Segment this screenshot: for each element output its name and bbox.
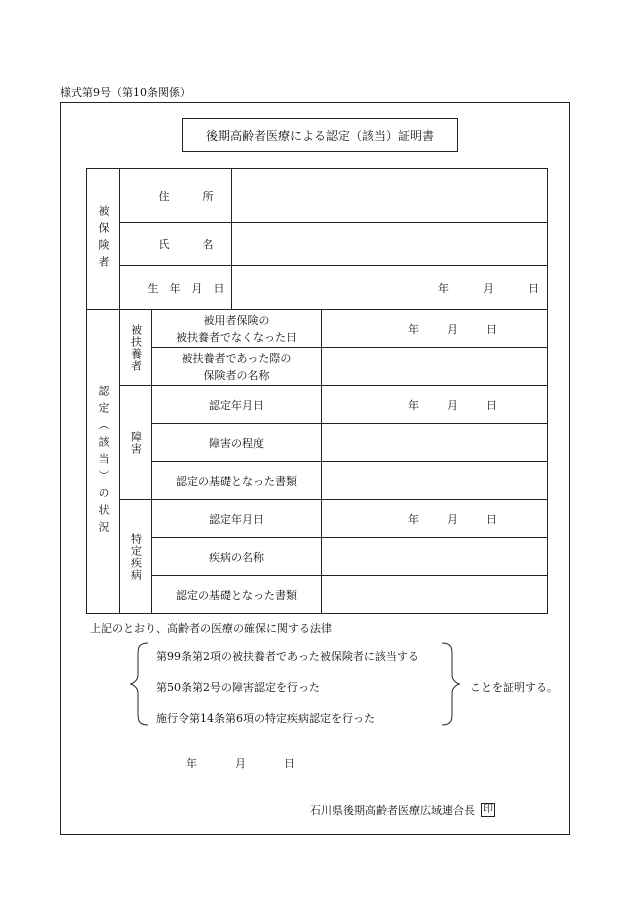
disability-cert-date-field[interactable] [322,386,548,424]
birth-day: 日 [528,281,539,295]
loss-date-label-line2: 被扶養者でなくなった日 [176,330,297,344]
disease-month: 月 [447,512,458,526]
issue-month: 月 [235,757,246,770]
loss-year: 年 [408,322,419,336]
disease-cert-date-label: 認定年月日 [152,500,322,538]
loss-date-label-line1: 被用者保険の [203,313,270,327]
loss-date-label-cell [152,310,322,348]
disease-docs-label: 認定の基礎となった書類 [152,576,322,614]
issue-date[interactable] [186,755,295,771]
disability-docs-field[interactable] [322,462,548,500]
dependent-header: 被扶養者 [129,323,143,372]
option-dependent[interactable]: 第99条第2項の被扶養者であった被保険者に該当する [156,650,419,663]
disease-name-label: 疾病の名称 [152,538,322,576]
disease-header-cell [120,500,152,614]
insurer-name-label-cell [152,348,322,386]
loss-date-field[interactable] [322,310,548,348]
status-header: 認定（該当）の状況 [97,385,110,538]
disability-day: 日 [486,398,497,412]
issue-year: 年 [186,757,197,770]
disease-name-field[interactable] [322,538,548,576]
disease-header: 特定疾病 [129,532,143,581]
birth-label: 生 年 月 日 [147,281,225,295]
dependent-header-cell [120,310,152,386]
disability-header-cell [120,386,152,500]
disability-degree-field[interactable] [322,424,548,462]
insured-header-cell [87,169,120,310]
name-field[interactable] [232,223,548,266]
disability-year: 年 [408,398,419,412]
disease-year: 年 [408,512,419,526]
disability-degree-label: 障害の程度 [152,424,322,462]
name-label-cell [120,223,232,266]
insurer-name-label-line2: 保険者の名称 [203,368,270,382]
form-title: 後期高齢者医療による認定（該当）証明書 [182,118,458,152]
address-label-cell [120,169,232,223]
disability-docs-label: 認定の基礎となった書類 [152,462,322,500]
birth-label-cell [120,266,232,310]
loss-day: 日 [486,322,497,336]
address-label: 住 所 [158,189,214,203]
statement-trailing: ことを証明する。 [470,681,558,694]
form-number-label: 様式第9号（第10条関係） [60,86,191,99]
disability-cert-date-label: 認定年月日 [152,386,322,424]
name-label: 氏 名 [158,238,214,251]
issue-day: 日 [284,757,295,770]
birth-date-field[interactable] [232,266,548,310]
certificate-table [86,168,548,614]
signer-name: 石川県後期高齢者医療広域連合長 [310,804,475,817]
insurer-name-label-line1: 被扶養者であった際の [181,351,292,365]
option-disability[interactable]: 第50条第2号の障害認定を行った [156,681,320,694]
signer-block [310,802,495,818]
address-field[interactable] [232,169,548,223]
birth-month: 月 [483,281,494,295]
option-disease[interactable]: 施行令第14条第6項の特定疾病認定を行った [156,712,375,725]
loss-month: 月 [447,322,458,336]
seal-mark: 印 [483,804,493,815]
insured-header: 被保険者 [97,205,110,273]
disability-header: 障害 [129,430,143,455]
birth-year: 年 [438,281,449,295]
statement-intro: 上記のとおり、高齢者の医療の確保に関する法律 [90,622,332,635]
status-header-cell [87,310,120,614]
disease-day: 日 [486,512,497,526]
disease-docs-field[interactable] [322,576,548,614]
insurer-name-field[interactable] [322,348,548,386]
disability-month: 月 [447,398,458,412]
disease-cert-date-field[interactable] [322,500,548,538]
